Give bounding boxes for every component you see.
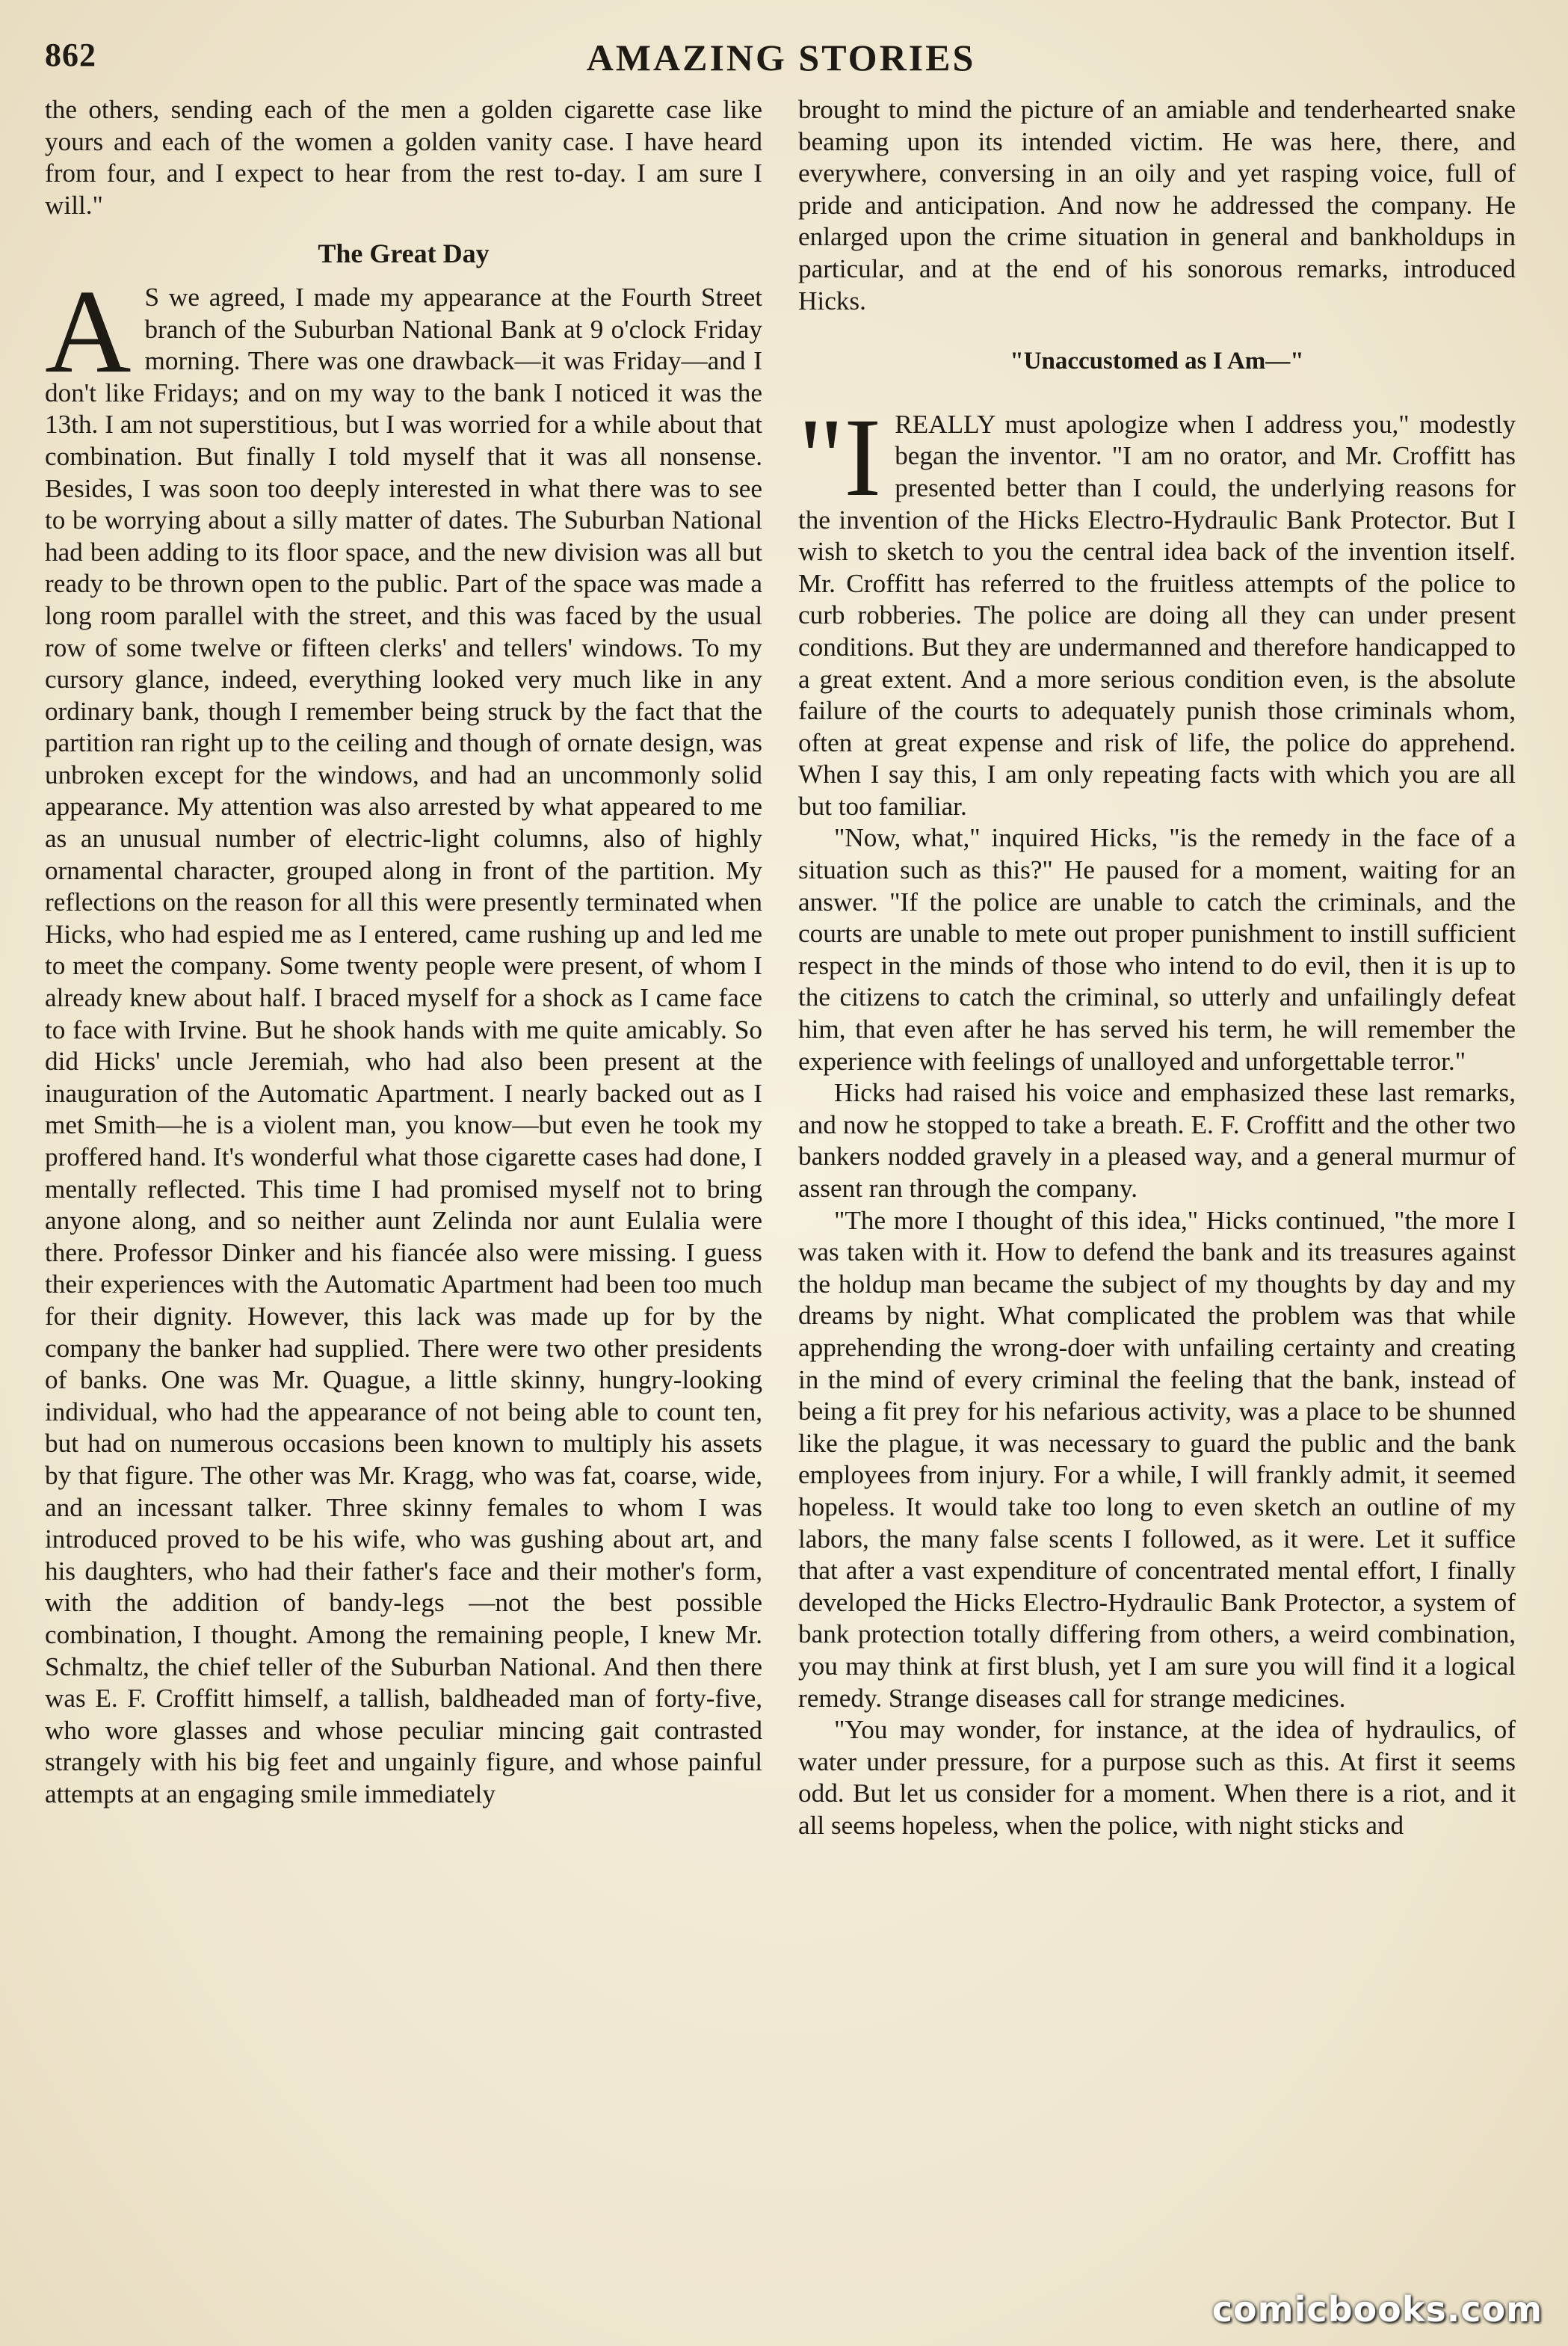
page-number: 862	[45, 37, 96, 73]
watermark-logo: comicbooks.com	[1212, 2289, 1543, 2330]
right-column	[798, 94, 1516, 1841]
left-intro-paragraph: the others, sending each of the men a golden cigarette case like yours and each of the women a golden vanity case. I have heard from four, and I expect to hear from the rest to-day. I am sure I will."	[45, 95, 762, 220]
right-paragraph-3: Hicks had raised his voice and emphasized these last remarks, and now he stopped to take a breath. E. F. Croffitt and the other two bankers nodded gravely in a pleased way, and a general murmur of assent ran through the company.	[798, 1078, 1516, 1203]
right-paragraph-2: "Now, what," inquired Hicks, "is the remedy in the face of a situation such as this?" He paused for a moment, waiting for an answer. "If the police are unable to catch the criminals, and the courts are unable to mete out proper punishment to instill sufficient respect in the minds of those who intend to do evil, then it is up to the citizens to catch the criminal, so utterly and unfailingly defeat him, that even after he has served his term, he will remember the experience with feelings of unalloyed and unforgettable terror."	[798, 823, 1516, 1076]
magazine-title: AMAZING STORIES	[586, 37, 976, 78]
drop-cap-quote-i: "I	[798, 395, 882, 520]
section-title-great-day: The Great Day	[318, 238, 490, 269]
drop-cap-a: A	[45, 264, 132, 398]
right-intro-paragraph: brought to mind the picture of an amiable and tenderhearted snake beaming upon its intended victim. He was here, there, and everywhere, conversing in an oily and yet rasping voice, full of pride and anticipation. And now he addressed the company. He enlarged upon the crime situation in general and bankholdups in particular, and at the end of his sonorous remarks, introduced Hicks.	[798, 95, 1516, 315]
section-title-unaccustomed: "Unaccustomed as I Am—"	[1010, 348, 1304, 375]
page-header	[45, 36, 1517, 88]
right-paragraph-1: REALLY must apologize when I address you," modestly began the inventor. "I am no orator, and Mr. Croffitt has presented better than I could, the underlying reasons for the invention of the Hicks Electro-Hydraulic Bank Protector. But I wish to sketch to you the central idea back of the invention itself. Mr. Croffitt has referred to the fruitless attempts of the police to curb robberies. The police are doing all they can under present conditions. But they are undermanned and therefore handicapped to a great extent. And a more serious condition even, is the absolute failure of the courts to adequately punish those criminals whom, often at great expense and risk of life, the police do apprehend. When I say this, I am only repeating facts with which you are all but too familiar.	[798, 409, 1516, 821]
left-main-paragraph: S we agreed, I made my appearance at the Fourth Street branch of the Suburban National Bank at 9 o'clock Friday morning. There was one drawback—it was Friday—and I don't like Fridays; and on my way to the bank I noticed it was the 13th. I am not superstitious, but I was worried for a while about that combination. But finally I told myself that it was all nonsense. Besides, I was soon too deeply interested in what there was to see to be worrying about a silly matter of dates. The Suburban National had been adding to its floor space, and the new division was all but ready to be thrown open to the public. Part of the space was made a long room parallel with the street, and this was faced by the usual row of some twelve or fifteen clerks' and tellers' windows. To my cursory glance, indeed, everything looked very much like in any ordinary bank, though I remember being struck by the fact that the partition ran right up to the ceiling and though of ornate design, was unbroken except for the windows, and had an uncommonly solid appearance. My attention was also arrested by what appeared to me as an unusual number of electric-light columns, also of highly ornamental character, grouped along in front of the partition. My reflections on the reason for all this were presently terminated when Hicks, who had espied me as I entered, came rushing up and led me to meet the company. Some twenty people were present, of whom I already knew about half. I braced myself for a shock as I came face to face with Irvine. But he shook hands with me quite amicably. So did Hicks' uncle Jeremiah, who had also been present at the inauguration of the Automatic Apartment. I nearly backed out as I met Smith—he is a violent man, you know—but even he took my proffered hand. It's wonderful what those cigarette cases had done, I mentally reflected. This time I had promised myself not to bring anyone along, and so neither aunt Zelinda nor aunt Eulalia were there. Professor Dinker and his fiancée also were missing. I guess their experiences with the Automatic Apartment had been too much for their dignity. However, this lack was made up for by the company the banker had supplied. There were two other presidents of banks. One was Mr. Quague, a little skinny, hungry-looking individual, who had the appearance of not being able to count ten, but had on numerous occasions been known to multiply his assets by that figure. The other was Mr. Kragg, who was fat, coarse, wide, and an incessant talker. Three skinny females to whom I was introduced proved to be his wife, who was gushing about art, and his daughters, who had their father's face and their mother's form, with the addition of bandy-legs —not the best possible combination, I thought. Among the remaining people, I knew Mr. Schmaltz, the chief teller of the Suburban National. And then there was E. F. Croffitt himself, a tallish, baldheaded man of forty-five, who wore glasses and whose peculiar mincing gait contrasted strangely with his big feet and ungainly figure, and whose painful attempts at an engaging smile immediately	[45, 282, 762, 1808]
right-paragraph-1-wrapper	[798, 395, 1516, 823]
right-paragraph-5: "You may wonder, for instance, at the idea of hydraulics, of water under pressure, for a purpose such as this. At first it seems odd. But let us consider for a moment. When there is a riot, and it all seems hopeless, when the police, with night sticks and	[798, 1715, 1516, 1840]
right-paragraph-4: "The more I thought of this idea," Hicks continued, "the more I was taken with it. How to defend the bank and its treasures against the holdup man became the subject of my thoughts by day and my dreams by night. What complicated the problem was that while apprehending the wrong-doer with unfailing certainty and creating in the mind of every criminal the feeling that the bank, instead of being a fit prey for his nefarious activity, was a place to be shunned like the plague, it was necessary to guard the public and the bank employees from injury. For a while, I will frankly admit, it seemed hopeless. It would take too long to even sketch an outline of my labors, the many false scents I followed, as it were. Let it suffice that after a vast expenditure of concentrated mental effort, I finally developed the Hicks Electro-Hydraulic Bank Protector, a system of bank protection totally differing from others, a weird combination, you may think at first blush, yet I am sure you will find it a logical remedy. Strange diseases call for strange medicines.	[798, 1205, 1516, 1713]
left-column	[45, 94, 762, 1810]
left-main-paragraph-wrapper	[45, 264, 762, 1811]
